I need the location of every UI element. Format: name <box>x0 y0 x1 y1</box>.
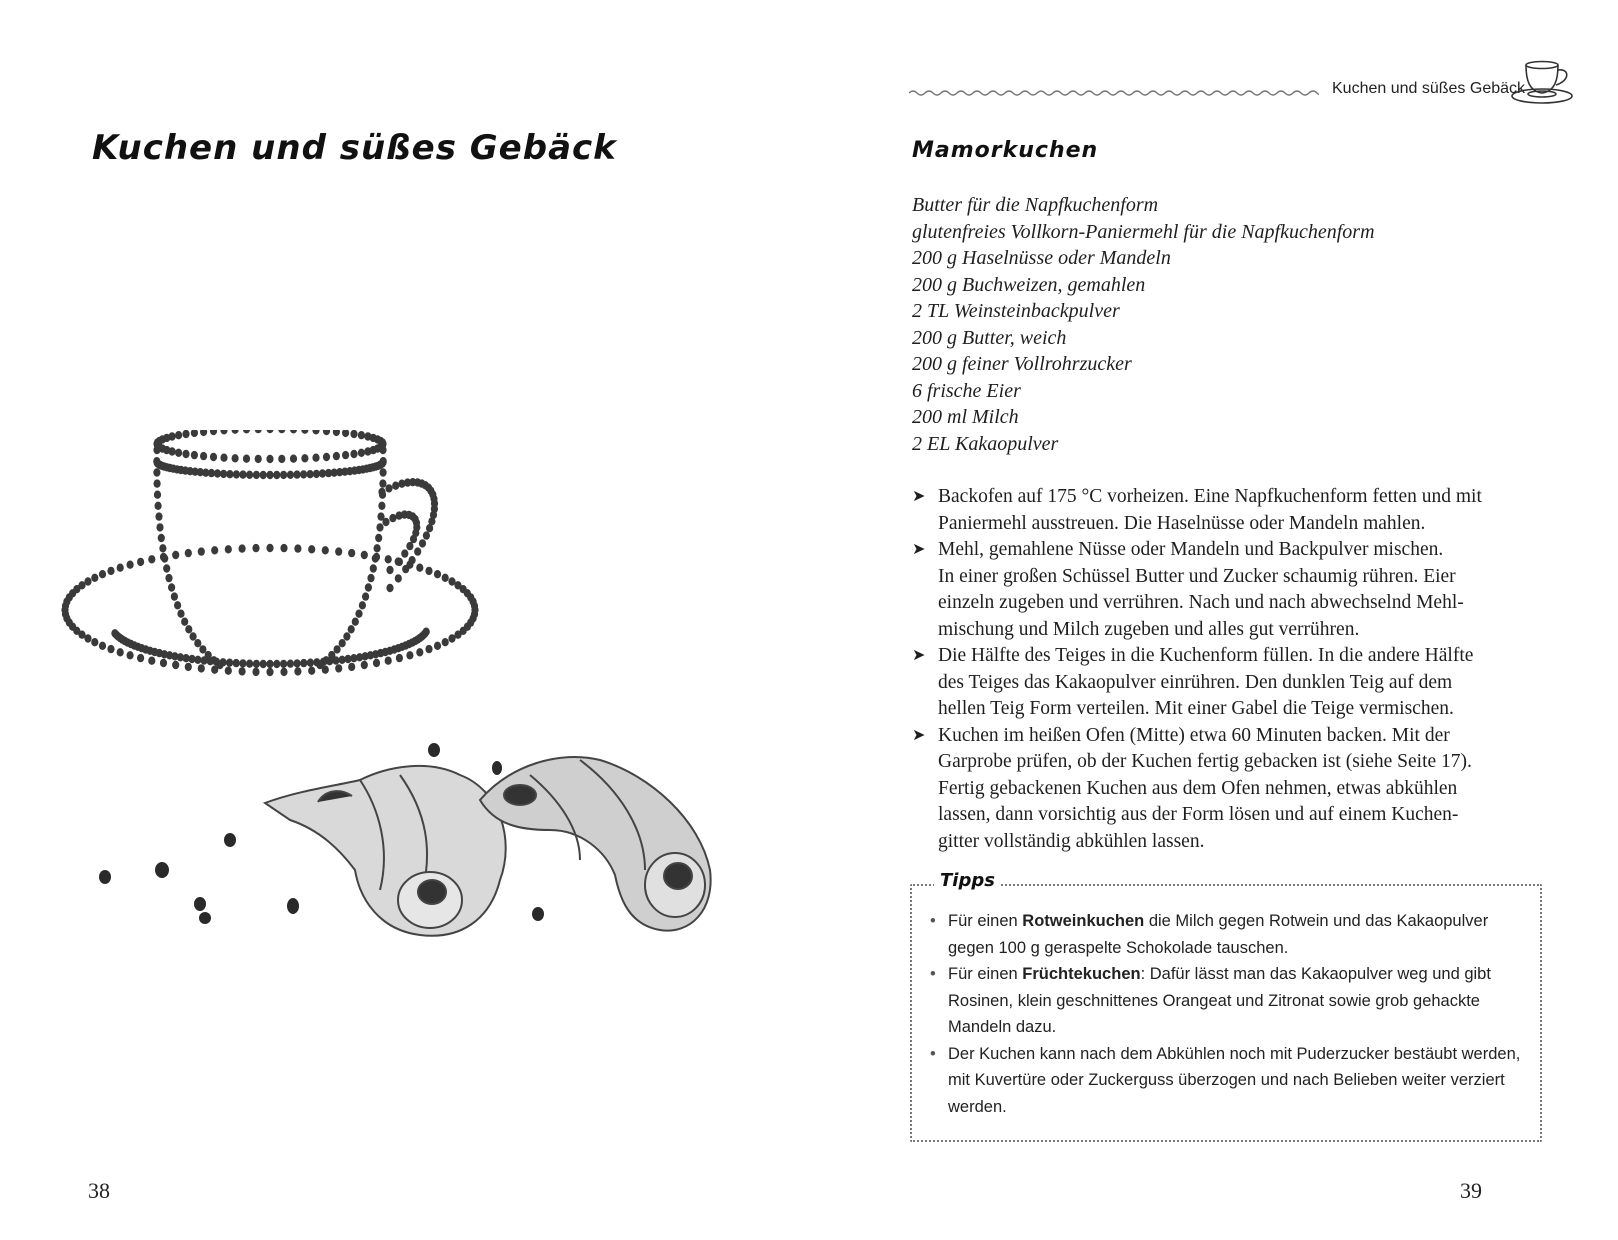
croissant-right <box>480 757 711 931</box>
chocolate-drop <box>361 551 368 559</box>
chocolate-drop <box>199 645 206 653</box>
ingredient-item: 200 g Butter, weich <box>912 326 1067 349</box>
chocolate-drop <box>220 454 227 462</box>
chocolate-drop <box>185 549 192 557</box>
chocolate-drop <box>278 455 285 463</box>
chocolate-drop <box>159 544 166 552</box>
chocolate-drop <box>117 564 124 572</box>
step-line: Die Hälfte des Teiges in die Kuchenform füllen. In die andere Hälfte <box>938 645 1474 666</box>
step-line: gitter vollständig abkühlen lassen. <box>938 830 1205 852</box>
chocolate-drop <box>350 450 357 458</box>
chocolate-drop <box>127 561 134 569</box>
chocolate-drop <box>290 455 297 463</box>
chocolate-drop <box>423 531 430 539</box>
step-line: Paniermehl ausstreuen. Die Haselnüsse oder Mandeln mahlen. <box>938 512 1426 534</box>
chocolate-drop <box>294 544 301 552</box>
chocolate-drop <box>194 639 201 647</box>
tip-text: : Dafür lässt man das Kakaopulver weg und gibt <box>1140 965 1491 983</box>
chocolate-drop <box>153 446 160 454</box>
chocolate-drop <box>226 659 233 667</box>
chocolate-drop <box>148 555 155 563</box>
chocolate-drop <box>348 625 355 633</box>
chocolate-drop <box>171 592 178 600</box>
chocolate-drop <box>158 534 165 542</box>
right-page <box>809 0 1618 1240</box>
chocolate-drop <box>278 430 285 433</box>
chocolate-drop <box>255 430 262 433</box>
chocolate-drop <box>255 455 262 463</box>
chocolate-drop <box>406 651 413 659</box>
chocolate-drop <box>266 430 273 433</box>
instruction-step <box>912 723 1552 856</box>
chocolate-drop <box>323 656 330 664</box>
chocolate-drop <box>246 660 253 668</box>
chocolate-drop <box>168 583 175 591</box>
chocolate-drop <box>308 667 315 675</box>
chocolate-drop <box>372 554 379 562</box>
chocolate-drop <box>220 430 227 435</box>
chocolate-drop <box>210 656 217 664</box>
chocolate-drop <box>352 618 359 626</box>
chocolate-drop <box>232 454 239 462</box>
chocolate-drop <box>161 554 168 562</box>
chocolate-drop <box>165 574 172 582</box>
tip-text: Für einen <box>948 965 1023 983</box>
chocolate-drop <box>266 668 273 676</box>
chocolate-drop <box>379 479 386 487</box>
chocolate-drop <box>233 659 240 667</box>
step-line: lassen, dann vorsichtig aus der Form lösen und auf einem Kuchen- <box>938 804 1459 825</box>
instruction-steps <box>912 484 1552 855</box>
chocolate-drop <box>239 659 246 667</box>
chocolate-drop <box>266 455 273 463</box>
chocolate-drop <box>313 470 320 478</box>
step-line: des Teiges das Kakaopulver einrühren. Den dunklen Teig auf dem <box>938 671 1453 693</box>
tip-text: die Milch gegen Rotwein und das Kakaopulver <box>1144 912 1489 930</box>
step-line: mischung und Milch zugeben und alles gut verrühren. <box>938 618 1360 640</box>
ingredient-item: 200 g Buchweizen, gemahlen <box>912 273 1146 296</box>
chocolate-drop <box>169 432 176 440</box>
chocolate-drop <box>301 454 308 462</box>
chocolate-drop <box>155 512 162 520</box>
chocolate-drop <box>198 547 205 555</box>
chocolate-drop <box>385 657 392 665</box>
chocolate-drop <box>182 450 189 458</box>
chocolate-drop <box>323 430 330 435</box>
chapter-title: Kuchen und süßes Gebäck <box>92 128 617 168</box>
chocolate-drop <box>253 660 260 668</box>
chocolate-drop <box>107 645 114 653</box>
chocolate-drop <box>335 664 342 672</box>
chocolate-drop <box>185 663 192 671</box>
chocolate-drop <box>322 546 329 554</box>
coffee-cup-icon <box>1509 58 1579 108</box>
ingredient-list <box>912 192 1375 457</box>
chocolate-drop <box>91 574 98 582</box>
chocolate-drop <box>117 648 124 656</box>
chocolate-drop <box>348 549 355 557</box>
chocolate-drop <box>386 566 393 574</box>
chocolate-drop <box>307 659 314 667</box>
step-line: Backofen auf 175 °C vorheizen. Eine Napfkuchenform fetten und mit <box>938 486 1482 507</box>
chocolate-drop <box>380 468 387 476</box>
chocolate-drop <box>426 524 433 532</box>
chocolate-drop <box>300 470 307 478</box>
chocolate-drop <box>350 430 357 438</box>
chocolate-drop <box>395 574 402 582</box>
chocolate-drop <box>333 430 340 436</box>
chocolate-drop <box>174 601 181 609</box>
chocolate-drop <box>373 659 380 667</box>
ingredient-item: 200 ml Milch <box>912 406 1019 428</box>
chocolate-drop <box>367 574 374 582</box>
chocolate-drop <box>239 544 246 552</box>
chocolate-drop <box>211 546 218 554</box>
chocolate-drop <box>293 470 300 478</box>
chocolate-drop <box>200 430 207 436</box>
chocolate-drop <box>200 452 207 460</box>
chocolate-drop <box>392 482 399 490</box>
chocolate-drop <box>370 564 377 572</box>
chocolate-drop <box>401 549 408 557</box>
tip-text: Der Kuchen kann nach dem Abkühlen noch mit Puderzucker bestäubt werden, <box>948 1044 1521 1063</box>
step-line: Garprobe prüfen, ob der Kuchen fertig gebacken ist (siehe Seite 17). <box>938 751 1472 772</box>
chocolate-drop <box>402 565 409 573</box>
chocolate-drop <box>364 447 371 455</box>
bullet-icon: • <box>930 965 936 983</box>
chocolate-drop <box>386 584 393 592</box>
recipe-title: Mamorkuchen <box>912 138 1099 163</box>
chocolate-drop <box>382 518 389 526</box>
chocolate-drop <box>252 544 259 552</box>
chocolate-drop <box>425 645 432 653</box>
chocolate-drop <box>233 470 240 478</box>
chocolate-drop <box>365 583 372 591</box>
chocolate-drop <box>280 660 287 668</box>
chocolate-drop <box>266 660 273 668</box>
tips-box <box>910 870 1542 1142</box>
step-line: Mehl, gemahlene Nüsse oder Mandeln und Backpulver mischen. <box>938 539 1444 560</box>
chocolate-drop <box>198 664 205 672</box>
step-arrow-icon: ➤ <box>912 647 926 664</box>
ingredient-item: 200 g feiner Vollrohrzucker <box>912 353 1132 375</box>
ingredient-item: 2 EL Kakaopulver <box>912 432 1059 455</box>
chocolate-drop <box>355 610 362 618</box>
chocolate-drop <box>182 430 189 438</box>
chocolate-drop <box>273 471 280 479</box>
instruction-step <box>912 643 1552 723</box>
chocolate-drop <box>335 547 342 555</box>
step-line: Fertig gebackenen Kuchen aus dem Ofen nehmen, etwas abkühlen <box>938 777 1458 799</box>
chocolate-drop <box>280 544 287 552</box>
chocolate-drop <box>210 453 217 461</box>
chocolate-drop <box>410 535 417 543</box>
chocolate-drop <box>191 451 198 459</box>
tip-text: werden. <box>948 1097 1007 1116</box>
chocolate-drop <box>471 602 478 610</box>
chocolate-drop <box>385 484 392 492</box>
chocolate-drop <box>348 663 355 671</box>
chocolate-drop <box>434 570 441 578</box>
chocolate-drop <box>190 632 197 640</box>
chocolate-drop <box>232 430 239 434</box>
chocolate-drop <box>137 558 144 566</box>
chocolate-drop <box>442 574 449 582</box>
chocolate-drop <box>375 534 382 542</box>
chocolate-drop <box>419 539 426 547</box>
chocolate-drop <box>185 625 192 633</box>
chocolate-drop <box>148 657 155 665</box>
chocolate-drop <box>301 430 308 434</box>
chocolate-drop <box>416 648 423 656</box>
chocolate-drop <box>127 651 134 659</box>
chocolate-drop <box>379 446 386 454</box>
chocolate-drop <box>175 449 182 457</box>
chocolate-drop <box>239 667 246 675</box>
tip-item <box>930 908 1526 961</box>
step-line: hellen Teig Form verteilen. Mit einer Gabel die Teige vermischen. <box>938 698 1454 719</box>
tip-item <box>930 1041 1526 1121</box>
chocolate-drop <box>312 454 319 462</box>
chocolate-drop <box>155 502 162 510</box>
chocolate-drop <box>339 639 346 647</box>
chocolate-drop <box>358 431 365 439</box>
instruction-step <box>912 484 1552 537</box>
chocolate-drop <box>395 557 402 565</box>
chocolate-drop <box>396 654 403 662</box>
step-arrow-icon: ➤ <box>912 541 926 558</box>
chocolate-drop <box>181 618 188 626</box>
chocolate-drop <box>246 471 253 479</box>
chocolate-drop <box>266 471 273 479</box>
chocolate-drop <box>409 556 416 564</box>
chocolate-drop <box>358 449 365 457</box>
ingredient-item: 200 g Haselnüsse oder Mandeln <box>912 247 1171 269</box>
croissant-left <box>265 766 506 936</box>
chocolate-drop <box>307 470 314 478</box>
chocolate-drop <box>191 430 198 437</box>
tip-text: mit Kuvertüre oder Zuckerguss überzogen und nach Belieben weiter verziert <box>948 1071 1505 1089</box>
chocolate-drop <box>205 651 212 659</box>
chocolate-drop <box>290 430 297 434</box>
chocolate-drop <box>316 661 323 669</box>
chocolate-drop <box>153 457 160 465</box>
chocolate-drop <box>300 659 307 667</box>
chocolate-drop <box>385 555 392 563</box>
chocolate-drop <box>343 632 350 640</box>
chocolate-drop <box>308 545 315 553</box>
chocolate-drop <box>442 638 449 646</box>
chocolate-drop <box>434 642 441 650</box>
chocolate-drop <box>163 564 170 572</box>
chocolate-drop <box>154 479 161 487</box>
page-number-left: 38 <box>88 1178 110 1203</box>
step-arrow-icon: ➤ <box>912 726 926 744</box>
tips-label: Tipps <box>934 870 1001 891</box>
chocolate-drop <box>323 453 330 461</box>
chocolate-drop <box>280 668 287 676</box>
chocolate-drop <box>416 564 423 572</box>
tip-text: Rosinen, klein geschnittenes Orangeat und Zitronat sowie grob gehackte <box>948 991 1480 1010</box>
chocolate-drop <box>172 551 179 559</box>
ingredient-item: 2 TL Weinsteinbackpulver <box>912 300 1120 322</box>
chocolate-drop <box>378 488 385 496</box>
chocolate-drop <box>137 654 144 662</box>
bullet-icon: • <box>930 912 936 930</box>
tip-text: Für einen <box>948 912 1023 930</box>
chocolate-drop <box>243 430 250 434</box>
chocolate-drop <box>280 471 287 479</box>
chocolate-drop <box>252 668 259 676</box>
wavy-rule <box>909 88 1319 98</box>
chocolate-drop <box>287 660 294 668</box>
chocolate-drop <box>99 642 106 650</box>
tip-keyword: Früchtekuchen <box>1022 965 1141 983</box>
chocolate-drop <box>84 577 91 585</box>
chocolate-drop <box>107 567 114 575</box>
page-number-right: 39 <box>1460 1178 1482 1203</box>
chocolate-drop <box>154 491 161 499</box>
chocolate-drop <box>389 514 396 522</box>
chocolate-drop <box>334 645 341 653</box>
chocolate-drop <box>362 592 369 600</box>
chocolate-drop <box>287 471 294 479</box>
step-line: In einer großen Schüssel Butter und Zucker schaumig rühren. Eier <box>938 565 1456 587</box>
chocolate-drop <box>359 601 366 609</box>
chocolate-drop <box>374 544 381 552</box>
chocolate-drop <box>312 430 319 435</box>
chocolate-drop <box>160 659 167 667</box>
tip-item <box>930 961 1526 1041</box>
chocolate-drop <box>216 661 223 669</box>
chocolate-drop <box>406 542 413 550</box>
tip-text: Mandeln dazu. <box>948 1018 1057 1036</box>
chocolate-drop <box>339 656 346 664</box>
chocolate-drop <box>156 523 163 531</box>
chocolate-drop <box>379 438 386 446</box>
chocolate-drop <box>91 638 98 646</box>
step-line: Kuchen im heißen Ofen (Mitte) etwa 60 Minuten backen. Mit der <box>938 724 1450 746</box>
chocolate-drop <box>225 545 232 553</box>
chocolate-drop <box>253 471 260 479</box>
chocolate-drop <box>294 667 301 675</box>
chocolate-drop <box>448 634 455 642</box>
chocolate-drop <box>239 470 246 478</box>
chocolate-drop <box>243 455 250 463</box>
instruction-step <box>912 537 1552 643</box>
chocolate-drop <box>175 431 182 439</box>
tip-text: gegen 100 g geraspelte Schokolade tauschen. <box>948 938 1289 957</box>
tip-keyword: Rotweinkuchen <box>1022 912 1145 930</box>
chocolate-drop <box>99 570 106 578</box>
chocolate-drop <box>378 502 385 510</box>
chocolate-drop <box>425 567 432 575</box>
chocolate-drop <box>177 610 184 618</box>
chocolate-drop <box>376 523 383 531</box>
tips-list <box>930 908 1526 1120</box>
chocolate-drop <box>328 651 335 659</box>
coffee-cup-croissant-illustration <box>60 430 760 990</box>
step-line: einzeln zugeben und verrühren. Nach und nach abwechselnd Mehl- <box>938 592 1464 613</box>
chocolate-drop <box>172 661 179 669</box>
chocolate-drop <box>210 430 217 435</box>
chocolate-drop <box>333 452 340 460</box>
bullet-icon: • <box>930 1044 936 1063</box>
chocolate-drop <box>111 629 118 637</box>
chocolate-drop <box>361 661 368 669</box>
ingredient-item: 6 frische Eier <box>912 379 1021 402</box>
chocolate-drop <box>380 457 387 465</box>
ingredient-item: Butter für die Napfkuchenform <box>912 194 1159 216</box>
chocolate-drop <box>226 470 233 478</box>
chocolate-drop <box>342 430 349 437</box>
chocolate-drop <box>342 451 349 459</box>
chocolate-drop <box>260 471 267 479</box>
running-head <box>909 70 1569 118</box>
chocolate-drop <box>273 660 280 668</box>
ingredient-item: glutenfreies Vollkorn-Paniermehl für die Napfkuchenform <box>912 220 1375 243</box>
step-arrow-icon: ➤ <box>912 488 926 505</box>
running-head-title: Kuchen und süßes Gebäck <box>1332 80 1526 97</box>
chocolate-drop <box>153 468 160 476</box>
chocolate-drop <box>225 667 232 675</box>
chocolate-drop <box>414 547 421 555</box>
chocolate-drop <box>294 659 301 667</box>
chocolate-drop <box>266 544 273 552</box>
chocolate-drop <box>260 660 267 668</box>
chocolate-drop-outline <box>61 430 478 676</box>
